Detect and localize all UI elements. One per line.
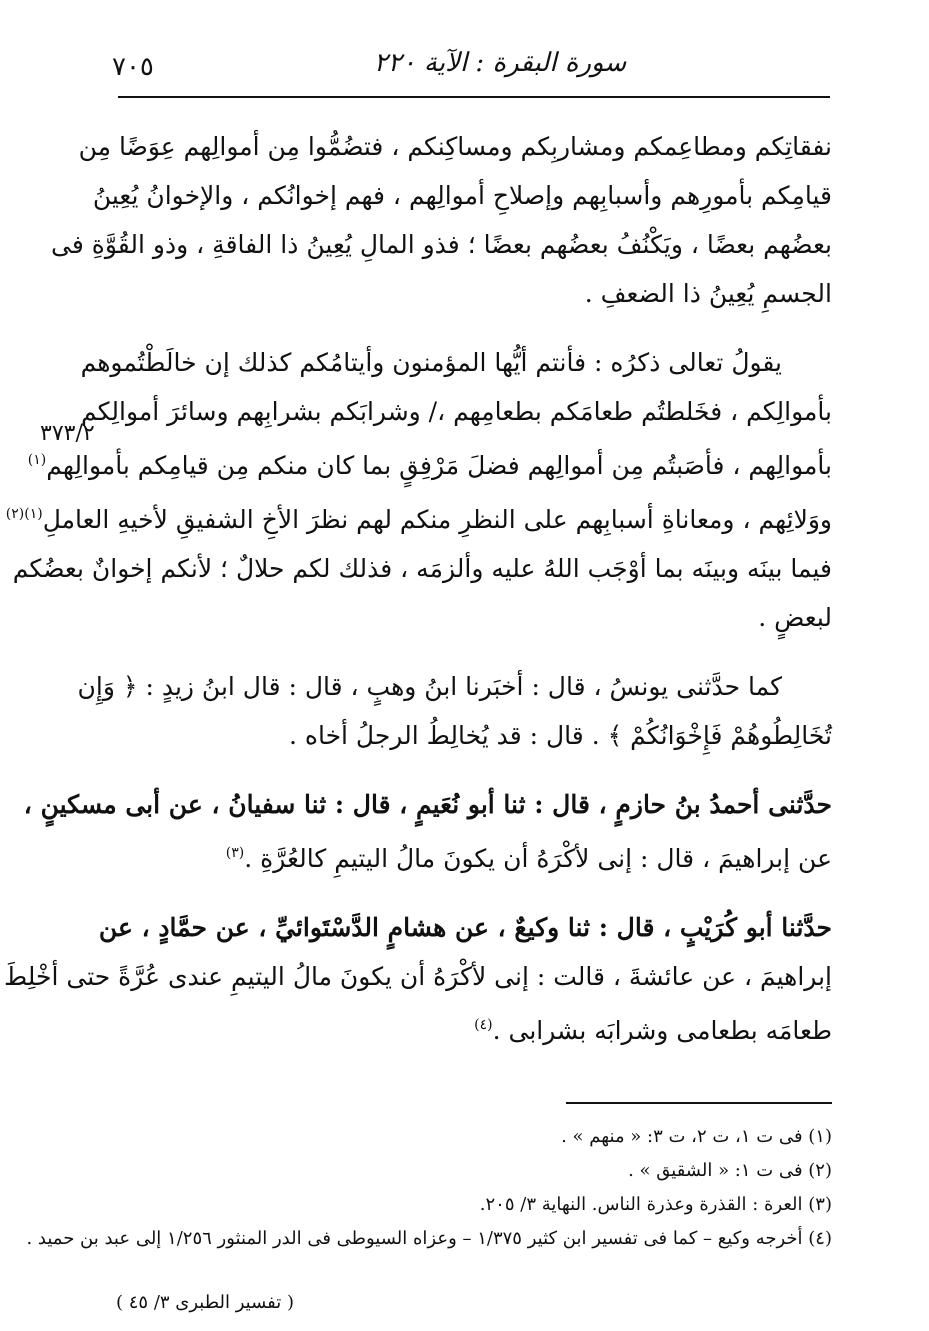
- footnote-marker: (١): [27, 452, 47, 468]
- text-line: [120, 829, 832, 883]
- text-line: بأموالِكم ، فخَلطتُم طعامَكم بطعامِهم ،/ وشرابَكم بشرابِهم وسائرَ أموالِكم: [80, 397, 832, 426]
- text-line: حدَّثنى أحمدُ بنُ حازمٍ ، قال : ثنا أبو نُعَيمٍ ، قال : ثنا سفيانُ ، عن أبى مسكينٍ ،: [23, 790, 832, 819]
- paragraph-1: [51, 122, 832, 318]
- footnote-marker: (٤): [474, 1017, 493, 1033]
- text-line: كما حدَّثنى يونسُ ، قال : أخبَرنا ابنُ وهبٍ ، قال : قال ابنُ زيدٍ : ﴿ وَإِن: [77, 672, 782, 701]
- edition-reference: ( تفسير الطبرى ٣/ ٤٥ ): [116, 1292, 294, 1313]
- text-line: بعضُهم بعضًا ، ويَكْنُفُ بعضُهم بعضًا ؛ فذو المالِ يُعِينُ ذا الفاقةِ ، وذو القُوَّةِ فى: [51, 230, 832, 259]
- text-line-content: ووَلائِهم ، ومعاناةِ أسبابِهم على النظرِ منكم لهم نظرَ الأخِ الشفيقِ لأخيهِ العاملِ: [42, 505, 832, 534]
- footnote-rule: [566, 1102, 832, 1104]
- text-line: لبعضٍ .: [758, 603, 832, 632]
- text-line-content: طعامَه بطعامى وشرابَه بشرابى .: [492, 1016, 832, 1045]
- header-rule: [118, 96, 830, 98]
- text-line: فيما بينَه وبينَه بما أوْجَب اللهُ عليه وألزمَه ، فذلك لكم حلالٌ ؛ لأنكم إخوانٌ بعضُكم: [12, 554, 832, 583]
- text-line: إبراهيمَ ، عن عائشةَ ، قالت : إنى لأكْرَهُ أن يكونَ مالُ اليتيمِ عندى عُرَّةً حتى أخْلِطَ: [4, 962, 832, 991]
- text-line: حدَّثنا أبو كُرَيْبٍ ، قال : ثنا وكيعٌ ، عن هشامٍ الدَّسْتَوائيِّ ، عن حمَّادٍ ، عن: [98, 913, 832, 942]
- text-line: [120, 1001, 832, 1055]
- text-line: قيامِكم بأمورِهم وأسبابِهم وإصلاحِ أموالِهم ، فهم إخوانُكم ، والإخوانُ يُعِينُ: [92, 181, 832, 210]
- margin-reference: ٣٧٣/٢: [40, 421, 95, 446]
- footnote-3: (٣) العرة : القذرة وعذرة الناس. النهاية ٣/ ٢٠٥.: [479, 1194, 832, 1215]
- text-line: نفقاتِكم ومطاعِمكم ومشاربِكم ومساكِنكم ، فتضُمُّوا مِن أموالِهم عِوَضًا مِن: [78, 132, 832, 161]
- paragraph-4: [23, 780, 832, 883]
- footnotes: [26, 1120, 832, 1256]
- text-line: تُخَالِطُوهُمْ فَإِخْوَانُكُمْ ﴾ . قال : قد يُخالِطُ الرجلُ أخاه .: [288, 721, 832, 750]
- footnote-marker: (١): [24, 506, 43, 522]
- text-line: يقولُ تعالى ذكرُه : فأنتم أيُّها المؤمنون وأيتامُكم كذلك إن خالَطْتُموهم: [80, 348, 782, 377]
- footnote-1: (١) فى ت ١، ت ٢، ت ٣: « منهم » .: [561, 1126, 832, 1147]
- text-line: الجسمِ يُعِينُ ذا الضعفِ .: [584, 279, 832, 308]
- text-line: [27, 436, 832, 490]
- text-line-content: بأموالِهم ، فأصَبتُم مِن أموالِهم فضلَ مَرْفِقٍ بما كان منكم مِن قيامِكم بأموالِهم: [46, 451, 832, 480]
- footnote-marker: (٢): [5, 506, 25, 522]
- paragraph-3: [77, 662, 832, 760]
- text-line-content: عن إبراهيمَ ، قال : إنى لأكْرَهُ أن يكونَ مالُ اليتيمِ كالعُرَّةِ .: [244, 844, 832, 873]
- page-number: ٧٠٥: [112, 52, 154, 82]
- footnote-2: (٢) فى ت ١: « الشقيق » .: [628, 1160, 832, 1181]
- text-line: [5, 490, 832, 544]
- footnote-marker: (٣): [225, 845, 245, 861]
- paragraph-5: [4, 903, 832, 1055]
- footnote-4: (٤) أخرجه وكيع – كما فى تفسير ابن كثير ١/٣٧٥ – وعزاه السيوطى فى الدر المنثور ١/٢٥٦ إلى عبد بن حميد .: [26, 1228, 832, 1249]
- running-header-title: سورة البقرة : الآية ٢٢٠: [373, 48, 627, 78]
